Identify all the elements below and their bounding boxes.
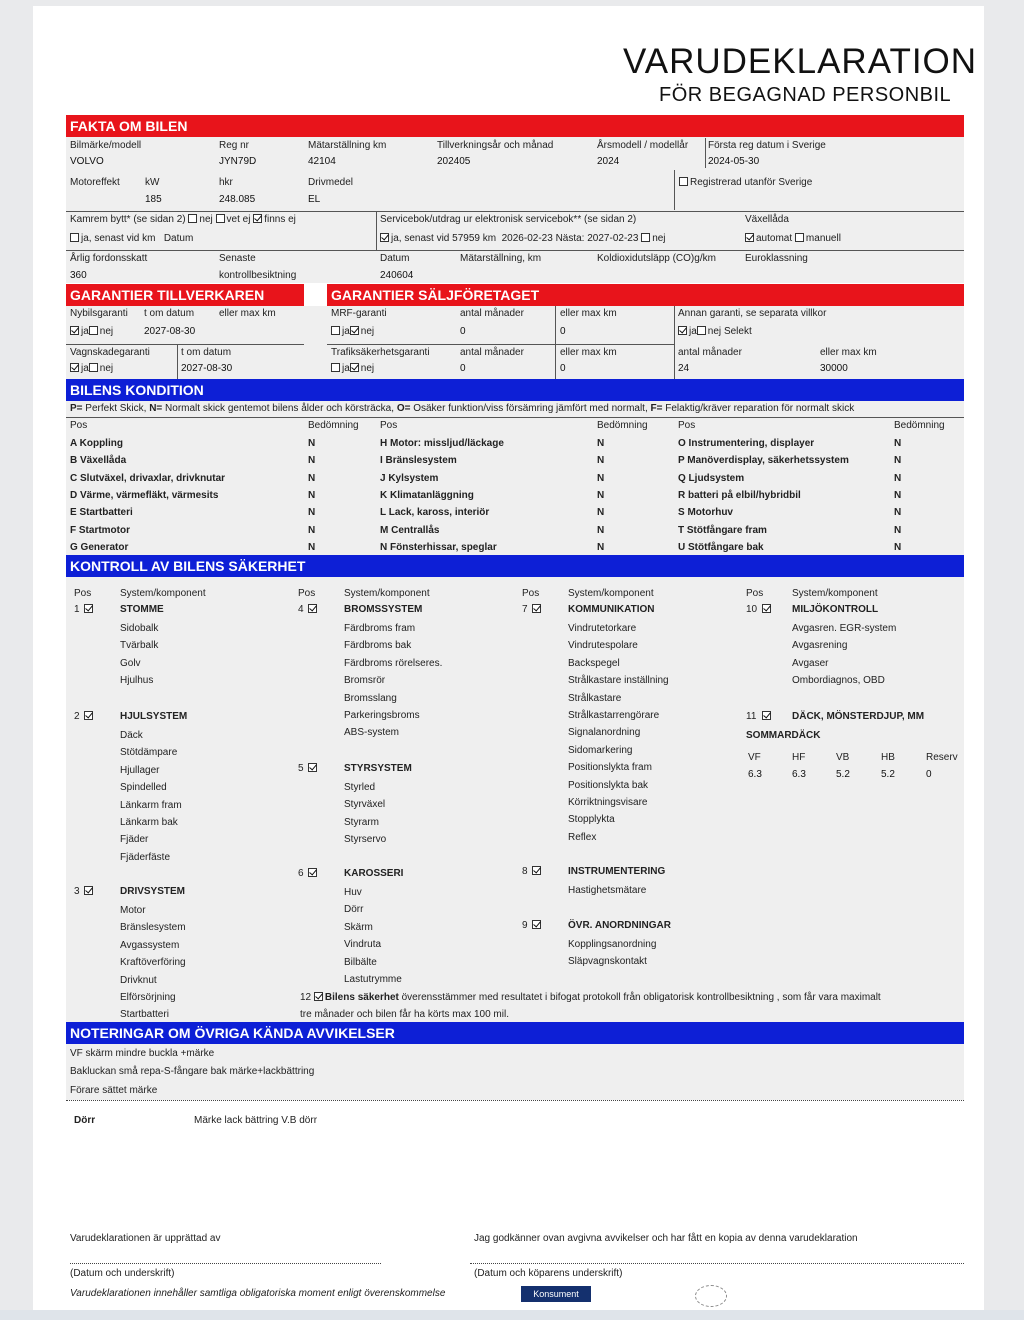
servicebok-ja-checkbox[interactable] xyxy=(380,233,389,242)
vagn-nej-checkbox[interactable] xyxy=(89,363,98,372)
value-mrf-man: 0 xyxy=(460,326,466,337)
label-motoreffekt: Motoreffekt xyxy=(70,177,120,188)
kondition-item: C Slutväxel, drivaxlar, drivknutar xyxy=(70,472,226,484)
label-kontrollbesiktning: kontrollbesiktning xyxy=(219,270,297,281)
safety-component: Fjäder xyxy=(120,834,149,846)
safety-component: Lastutrymme xyxy=(344,974,402,985)
safety-group-2 xyxy=(74,711,95,722)
group-number: 2 xyxy=(74,711,80,722)
annan-ja-checkbox[interactable] xyxy=(678,326,687,335)
kondition-item: S Motorhuv xyxy=(678,507,733,519)
value-tillv: 202405 xyxy=(437,156,471,167)
group-checkbox[interactable] xyxy=(532,604,541,613)
datum-kopare: (Datum och köparens underskrift) xyxy=(474,1268,623,1279)
kondition-grade: N xyxy=(894,541,902,553)
sak-pos-4: Pos xyxy=(746,588,764,599)
safety-group-3 xyxy=(74,886,95,897)
group-checkbox[interactable] xyxy=(762,604,771,613)
value-trafik-man: 0 xyxy=(460,363,466,374)
safety-component: Tvärbalk xyxy=(120,640,159,652)
safety-component: Dörr xyxy=(344,904,364,916)
safety-group-4 xyxy=(298,604,319,615)
safety-component: Styrarm xyxy=(344,816,379,828)
label-ellermax: eller max km xyxy=(219,308,276,319)
kondition-grade: N xyxy=(894,507,902,519)
group-number: 3 xyxy=(74,886,80,897)
vagn-ja-checkbox[interactable] xyxy=(70,363,79,372)
safety-component: Vindruta xyxy=(344,939,382,951)
kondition-item: U Stötfångare bak xyxy=(678,541,764,553)
safety-component: Länkarm fram xyxy=(120,799,182,811)
mrf-nej-checkbox[interactable] xyxy=(350,326,359,335)
kondition-item: D Värme, värmefläkt, värmesits xyxy=(70,489,219,501)
trafik-janej: ja nej xyxy=(331,363,374,374)
mrf-ja-checkbox[interactable] xyxy=(331,326,340,335)
kondition-grade: N xyxy=(597,507,605,519)
kondition-grade: N xyxy=(308,472,316,484)
safety-component: Körriktningsvisare xyxy=(568,797,648,808)
nybil-nej-checkbox[interactable] xyxy=(89,326,98,335)
label-nybilsgaranti: Nybilsgaranti xyxy=(70,308,128,319)
section-noteringar: NOTERINGAR OM ÖVRIGA KÄNDA AVVIKELSER xyxy=(66,1022,964,1044)
label-kw: kW xyxy=(145,177,160,188)
doc-subtitle: FÖR BEGAGNAD PERSONBIL xyxy=(659,84,952,106)
trafik-ja-checkbox[interactable] xyxy=(331,363,340,372)
annan-janej: ja nej Selekt xyxy=(678,326,752,337)
kondition-grade: N xyxy=(597,472,605,484)
safety-component: Avgasrening xyxy=(792,640,848,652)
section-fakta: FAKTA OM BILEN xyxy=(66,115,964,137)
safety-component: Startbatteri xyxy=(120,1009,169,1021)
group-number: 6 xyxy=(298,868,304,879)
tyre-header: HF xyxy=(792,752,806,763)
group-checkbox[interactable] xyxy=(84,711,93,720)
safety-component: Stötdämpare xyxy=(120,747,178,759)
label-vagn-tom: t om datum xyxy=(181,347,232,358)
vaxellada-row: automat manuell xyxy=(745,233,841,244)
innehaller-text: Varudeklarationen innehåller samtliga obligatoriska moment enligt överenskommelse xyxy=(70,1288,446,1299)
label-tillv: Tillverkningsår och månad xyxy=(437,140,554,151)
kondition-grade: N xyxy=(597,489,605,501)
safety-component: Backspegel xyxy=(568,657,620,669)
group-number: 11 xyxy=(746,711,757,722)
sak-sys-1: System/komponent xyxy=(120,588,206,599)
kondition-grade: N xyxy=(308,455,316,467)
group-checkbox[interactable] xyxy=(84,604,93,613)
safety-group-1 xyxy=(74,604,95,615)
section-garantier-tillverkaren: GARANTIER TILLVERKAREN xyxy=(66,284,304,306)
label-tom-datum: t om datum xyxy=(144,308,195,319)
utanfor-checkbox[interactable] xyxy=(679,177,688,186)
label-mrf: MRF-garanti xyxy=(331,308,387,319)
annan-nej-checkbox[interactable] xyxy=(697,326,706,335)
safety-group-9 xyxy=(522,920,543,931)
kondition-item: P Manöverdisplay, säkerhetssystem xyxy=(678,455,849,467)
label-trafik-max: eller max km xyxy=(560,347,617,358)
label-matar2: Mätarställning, km xyxy=(460,253,542,264)
label-trafik-antal: antal månader xyxy=(460,347,524,358)
kamrem-ja-row: ja, senast vid km Datum xyxy=(70,233,193,244)
safety-component: ABS-system xyxy=(344,727,400,739)
label-matar: Mätarställning km xyxy=(308,140,387,151)
datum-underskrift: (Datum och underskrift) xyxy=(70,1268,175,1279)
vagn-janej: ja nej xyxy=(70,363,113,374)
kondition-grade: N xyxy=(308,438,316,449)
label-co2: Koldioxidutsläpp (CO)g/km xyxy=(597,253,716,264)
safety-component: Bromsslang xyxy=(344,692,397,704)
bottom-strip xyxy=(0,1310,1024,1320)
sak-pos-1: Pos xyxy=(74,588,92,599)
label-annan: Annan garanti, se separata villkor xyxy=(678,308,827,319)
group-number: 9 xyxy=(522,920,528,931)
safety-component: Hjulhus xyxy=(120,675,154,687)
group-number: 10 xyxy=(746,604,758,615)
group-checkbox[interactable] xyxy=(762,711,771,720)
group-checkbox[interactable] xyxy=(84,886,93,895)
safety-component: Avgassystem xyxy=(120,939,180,951)
kondition-grade: N xyxy=(597,455,605,467)
group-name: DÄCK, MÖNSTERDJUP, MM xyxy=(792,711,925,722)
sak-pos-2: Pos xyxy=(298,588,316,599)
value-hkr: 248.085 xyxy=(219,194,256,205)
godkanner-text: Jag godkänner ovan avgivna avvikelser och har fått en kopia av denna varudeklaration xyxy=(474,1233,858,1244)
value-arsmodell: 2024 xyxy=(597,156,620,167)
tyre-header: HB xyxy=(881,752,895,763)
value-vagn-datum: 2027-08-30 xyxy=(181,363,233,374)
group-number: 5 xyxy=(298,763,304,774)
group-name: MILJÖKONTROLL xyxy=(792,604,879,615)
notering-2: Bakluckan små repa-S-fångare bak märke+lackbättring xyxy=(70,1066,315,1077)
group-number: 1 xyxy=(74,604,80,615)
safety-component: Styrväxel xyxy=(344,799,386,811)
kondition-item: T Stötfångare fram xyxy=(678,524,767,536)
kondition-item: O Instrumentering, displayer xyxy=(678,438,815,449)
safety-component: Sidomarkering xyxy=(568,744,633,756)
group-checkbox[interactable] xyxy=(308,868,317,877)
label-arsmodell: Årsmodell / modellår xyxy=(597,140,689,151)
emblem-icon xyxy=(695,1285,727,1307)
safety-component: Kraftöverföring xyxy=(120,957,186,969)
group-number: 7 xyxy=(522,604,528,615)
automat-checkbox[interactable] xyxy=(745,233,754,242)
value-nybil-datum: 2027-08-30 xyxy=(144,326,196,337)
kondition-grade: N xyxy=(308,541,316,553)
group-name: KOMMUNIKATION xyxy=(568,604,655,615)
notering-3: Förare sättet märke xyxy=(70,1085,158,1096)
safety-component: Styrled xyxy=(344,782,376,793)
kondition-item: G Generator xyxy=(70,541,129,553)
group-checkbox[interactable] xyxy=(532,866,541,875)
label-datum2: Datum xyxy=(380,253,410,264)
kondition-grade: N xyxy=(597,438,605,449)
group-checkbox[interactable] xyxy=(532,920,541,929)
group-name: KAROSSERI xyxy=(344,868,404,879)
safety-component: Bilbälte xyxy=(344,956,377,968)
safety-group-5 xyxy=(298,763,319,774)
label-skatt: Årlig fordonsskatt xyxy=(70,253,148,264)
kond-bed-1: Bedömning xyxy=(308,420,359,431)
kondition-item: H Motor: missljud/läckage xyxy=(380,438,504,449)
section-kondition: BILENS KONDITION xyxy=(66,379,964,401)
group-name: ÖVR. ANORDNINGAR xyxy=(568,920,671,931)
safety-component: Golv xyxy=(120,657,141,669)
safety-component: Färdbroms bak xyxy=(344,640,412,652)
group-checkbox[interactable] xyxy=(308,763,317,772)
group-name: BROMSSYSTEM xyxy=(344,604,423,615)
safety-component: Reflex xyxy=(568,831,597,843)
kondition-grade: N xyxy=(894,438,902,449)
tyre-value: 6.3 xyxy=(792,769,806,780)
kond-bed-3: Bedömning xyxy=(894,420,945,431)
value-annan-km: 30000 xyxy=(820,363,848,374)
label-forsta-reg: Första reg datum i Sverige xyxy=(708,140,826,151)
safety-component: Positionslykta bak xyxy=(568,779,649,791)
safety-component: Styrservo xyxy=(344,834,387,846)
label-annan-max: eller max km xyxy=(820,347,877,358)
safety-component: Spindelled xyxy=(120,782,167,794)
kondition-item: M Centrallås xyxy=(380,524,440,536)
label-senaste: Senaste xyxy=(219,253,256,264)
safety-group-7 xyxy=(522,604,543,615)
kondition-grade: N xyxy=(308,489,316,501)
doc-title: VARUDEKLARATION xyxy=(623,42,978,81)
safety-component: Parkeringsbroms xyxy=(344,710,420,721)
label-mrf-antal: antal månader xyxy=(460,308,524,319)
kondition-grade: N xyxy=(308,507,316,519)
tyre-header: VB xyxy=(836,752,850,763)
kond-pos-2: Pos xyxy=(380,420,398,431)
kondition-item: J Kylsystem xyxy=(380,472,439,484)
label-bilmarke: Bilmärke/modell xyxy=(70,140,142,151)
group-name: INSTRUMENTERING xyxy=(568,866,666,877)
kondition-grade: N xyxy=(308,524,316,536)
nybil-ja-checkbox[interactable] xyxy=(70,326,79,335)
group-name: STYRSYSTEM xyxy=(344,763,412,774)
group-number: 4 xyxy=(298,604,304,615)
servicebok-nej-checkbox[interactable] xyxy=(641,233,650,242)
kondition-grade: N xyxy=(597,524,605,536)
safety-component: Ombordiagnos, OBD xyxy=(792,675,885,687)
kondition-grade: N xyxy=(894,455,902,467)
value-matar: 42104 xyxy=(308,156,336,167)
nybil-janej: ja nej xyxy=(70,326,113,337)
safety-group-11 xyxy=(746,711,773,722)
safety-component: Vindrutespolare xyxy=(568,640,638,652)
upprattad-av: Varudeklarationen är upprättad av xyxy=(70,1233,221,1244)
safety-component: Färdbroms rörelseres. xyxy=(344,657,443,669)
group-name: STOMME xyxy=(120,604,164,615)
dorr-label: Dörr xyxy=(74,1115,96,1126)
safety-component: Kopplingsanordning xyxy=(568,939,657,950)
safety-component: Strålkastare xyxy=(568,692,622,704)
value-regnr: JYN79D xyxy=(219,156,257,167)
label-mrf-max: eller max km xyxy=(560,308,617,319)
section-garantier-saljforetaget: GARANTIER SÄLJFÖRETAGET xyxy=(327,284,964,306)
kondition-item: B Växellåda xyxy=(70,455,127,467)
safety-component: Stopplykta xyxy=(568,814,615,826)
kamrem-row: Kamrem bytt* (se sidan 2) nej vet ej finns ej xyxy=(70,214,296,225)
group-checkbox[interactable] xyxy=(308,604,317,613)
safety-component: Signalanordning xyxy=(568,727,641,739)
label-vaxellada: Växellåda xyxy=(745,214,789,225)
notering-1: VF skärm mindre buckla +märke xyxy=(70,1048,215,1059)
safety-component: Avgasren. EGR-system xyxy=(792,623,897,634)
kondition-grade: N xyxy=(894,524,902,536)
label-annan-antal: antal månader xyxy=(678,347,742,358)
group-name: DRIVSYSTEM xyxy=(120,886,186,897)
label-hkr: hkr xyxy=(219,177,233,188)
kondition-item: Q Ljudsystem xyxy=(678,472,745,484)
kond-bed-2: Bedömning xyxy=(597,420,648,431)
kondition-grade: N xyxy=(597,541,605,553)
kamrem-ja-checkbox[interactable] xyxy=(70,233,79,242)
dorr-text: Märke lack bättring V.B dörr xyxy=(194,1115,318,1126)
safety-group-6 xyxy=(298,868,319,879)
value-trafik-km: 0 xyxy=(560,363,566,374)
group-name: HJULSYSTEM xyxy=(120,711,188,722)
value-forsta-reg: 2024-05-30 xyxy=(708,156,760,167)
label-euro: Euroklassning xyxy=(745,253,808,264)
tyre-value: 5.2 xyxy=(881,769,895,780)
tyre-header: Reserv xyxy=(926,752,958,763)
safety-component: Bränslesystem xyxy=(120,922,186,934)
safety-component: Däck xyxy=(120,730,143,741)
safety-component: Sidobalk xyxy=(120,623,159,634)
kondition-item: R batteri på elbil/hybridbil xyxy=(678,489,801,501)
safety-component: Släpvagnskontakt xyxy=(568,956,647,968)
safety-component: Hjullager xyxy=(120,764,160,776)
sak-sys-2: System/komponent xyxy=(344,588,430,599)
kamrem-nej-checkbox[interactable] xyxy=(188,214,197,223)
mrf-janej: ja nej xyxy=(331,326,374,337)
value-annan-man: 24 xyxy=(678,363,690,374)
label-regnr: Reg nr xyxy=(219,140,250,151)
pos12-row2: tre månader och bilen får ha körts max 100 mil. xyxy=(300,1009,509,1020)
value-drivmedel: EL xyxy=(308,194,321,205)
sak-sys-4: System/komponent xyxy=(792,588,878,599)
label-trafik: Trafiksäkerhetsgaranti xyxy=(331,347,430,358)
tyre-header: VF xyxy=(748,752,761,763)
safety-group-8 xyxy=(522,866,543,877)
sak-pos-3: Pos xyxy=(522,588,540,599)
tyre-value: 6.3 xyxy=(748,769,762,780)
label-vagnskadegaranti: Vagnskadegaranti xyxy=(70,347,150,358)
group-number: 8 xyxy=(522,866,528,877)
safety-component: Huv xyxy=(344,887,362,898)
safety-component: Skärm xyxy=(344,921,373,933)
tyre-value: 0 xyxy=(926,769,932,780)
pos12-checkbox[interactable] xyxy=(314,992,323,1001)
sak-sys-3: System/komponent xyxy=(568,588,654,599)
safety-component: Vindrutetorkare xyxy=(568,623,637,634)
kondition-legend: P= Perfekt Skick, N= Normalt skick gentemot bilens ålder och körsträcka, O= Osäker funktion/viss försämring jämfört med normalt, F= Felaktig/kräver reparation för normalt skick xyxy=(70,403,855,414)
safety-component: Hastighetsmätare xyxy=(568,885,647,896)
kamrem-vetej-checkbox[interactable] xyxy=(216,214,225,223)
safety-component: Länkarm bak xyxy=(120,817,178,828)
kamrem-finnsej-checkbox[interactable] xyxy=(253,214,262,223)
safety-component: Motor xyxy=(120,905,146,916)
tyre-value: 5.2 xyxy=(836,769,850,780)
safety-component: Strålkastare inställning xyxy=(568,675,669,687)
window-scrollbar[interactable] xyxy=(994,0,1024,1320)
kondition-grade: N xyxy=(894,472,902,484)
safety-component: Elförsörjning xyxy=(120,992,176,1003)
kondition-item: A Koppling xyxy=(70,438,123,449)
manuell-checkbox[interactable] xyxy=(795,233,804,242)
value-bilmarke: VOLVO xyxy=(70,156,104,167)
kondition-item: F Startmotor xyxy=(70,524,130,536)
safety-component: Avgaser xyxy=(792,657,829,669)
kondition-item: L Lack, kaross, interiör xyxy=(380,507,490,519)
sommardack-label: SOMMARDÄCK xyxy=(746,730,821,741)
kond-pos-3: Pos xyxy=(678,420,696,431)
label-servicebok: Servicebok/utdrag ur elektronisk servicebok** (se sidan 2) xyxy=(380,214,637,225)
kondition-item: K Klimatanläggning xyxy=(380,489,474,501)
kondition-item: N Fönsterhissar, speglar xyxy=(380,541,497,553)
kondition-item: E Startbatteri xyxy=(70,507,133,519)
value-mrf-km: 0 xyxy=(560,326,566,337)
value-kw: 185 xyxy=(145,194,162,205)
safety-component: Färdbroms fram xyxy=(344,623,416,634)
safety-component: Fjäderfäste xyxy=(120,851,171,863)
value-datum2: 240604 xyxy=(380,270,414,281)
trafik-nej-checkbox[interactable] xyxy=(350,363,359,372)
servicebok-row: ja, senast vid 57959 km 2026-02-23 Nästa: 2027-02-23 nej xyxy=(380,233,666,244)
safety-component: Drivknut xyxy=(120,974,157,986)
kondition-grade: N xyxy=(894,489,902,501)
section-kontroll: KONTROLL AV BILENS SÄKERHET xyxy=(66,555,964,577)
safety-group-10 xyxy=(746,604,773,615)
safety-component: Positionslykta fram xyxy=(568,762,652,774)
pos12-row: 12 Bilens säkerhet överensstämmer med resultatet i bifogat protokoll från obligatorisk kontrollbesiktning , som får vara maximalt xyxy=(300,992,881,1003)
label-drivmedel: Drivmedel xyxy=(308,177,354,188)
konsument-logo: Konsument xyxy=(521,1286,591,1302)
kondition-item: I Bränslesystem xyxy=(380,455,457,467)
utanfor-sverige[interactable]: Registrerad utanför Sverige xyxy=(679,177,812,188)
value-skatt: 360 xyxy=(70,270,87,281)
kond-pos-1: Pos xyxy=(70,420,88,431)
document-page xyxy=(33,6,984,1320)
safety-component: Strålkastarrengörare xyxy=(568,710,660,721)
safety-component: Bromsrör xyxy=(344,675,386,687)
